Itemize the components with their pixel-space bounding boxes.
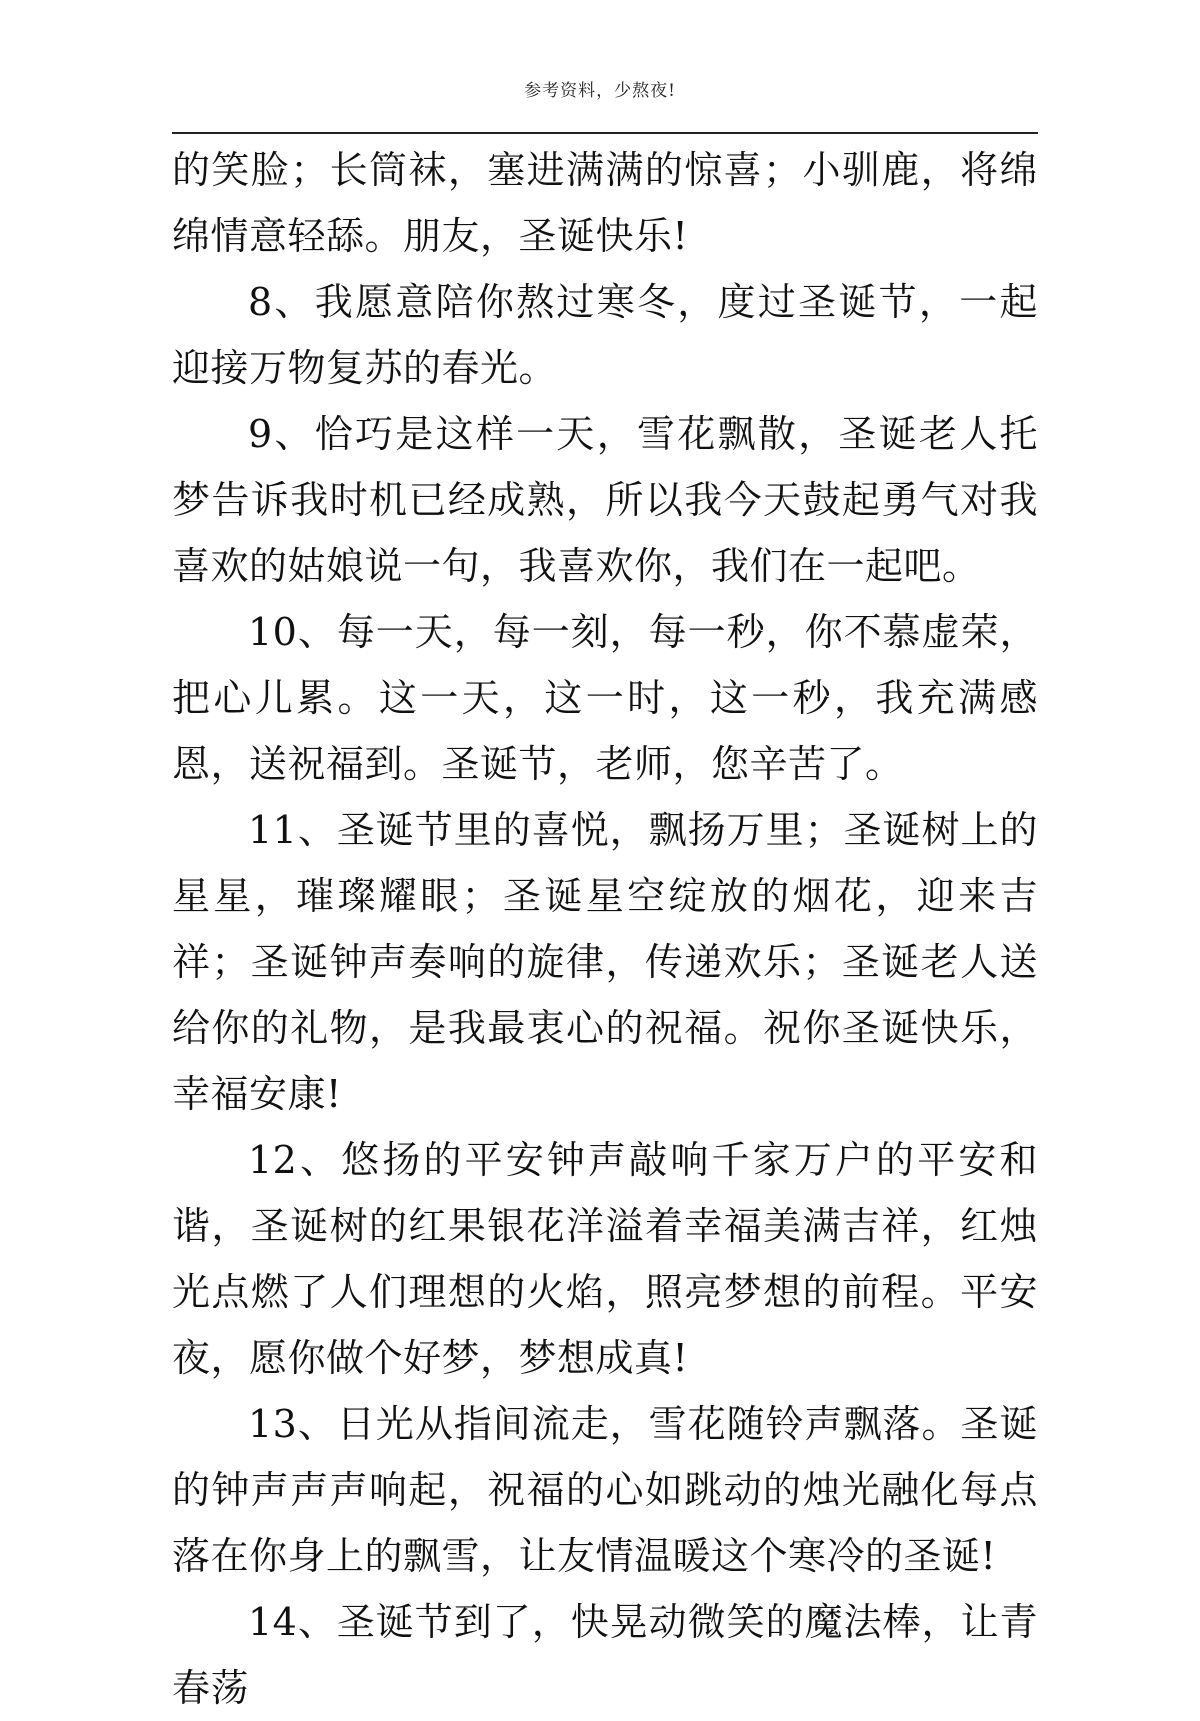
paragraph-item-9: 9、恰巧是这样一天，雪花飘散，圣诞老人托梦告诉我时机已经成熟，所以我今天鼓起勇气对我喜欢的姑娘说一句，我喜欢你，我们在一起吧。 [172, 412, 1038, 588]
page-header: 参考资料，少熬夜! [524, 81, 676, 101]
document-body [172, 137, 1038, 1721]
header-divider [172, 132, 1038, 134]
paragraph-item-14: 14、圣诞节到了，快晃动微笑的魔法棒，让青春荡 [172, 1600, 1038, 1710]
paragraph-item-8: 8、我愿意陪你熬过寒冬，度过圣诞节，一起迎接万物复苏的春光。 [172, 280, 1038, 390]
paragraph-item-11: 11、圣诞节里的喜悦，飘扬万里；圣诞树上的星星，璀璨耀眼；圣诞星空绽放的烟花，迎来吉祥；圣诞钟声奏响的旋律，传递欢乐；圣诞老人送给你的礼物，是我最衷心的祝福。祝你圣诞快乐，幸福安康! [172, 808, 1038, 1116]
paragraph-item-12: 12、悠扬的平安钟声敲响千家万户的平安和谐，圣诞树的红果银花洋溢着幸福美满吉祥，红烛光点燃了人们理想的火焰，照亮梦想的前程。平安夜，愿你做个好梦，梦想成真! [172, 1138, 1038, 1380]
paragraph-item-13: 13、日光从指间流走，雪花随铃声飘落。圣诞的钟声声声响起，祝福的心如跳动的烛光融化每点落在你身上的飘雪，让友情温暖这个寒冷的圣诞! [172, 1402, 1038, 1578]
paragraph-continuation: 的笑脸；长筒袜，塞进满满的惊喜；小驯鹿，将绵绵情意轻舔。朋友，圣诞快乐! [172, 148, 1038, 258]
paragraph-item-10: 10、每一天，每一刻，每一秒，你不慕虚荣，把心儿累。这一天，这一时，这一秒，我充满感恩，送祝福到。圣诞节，老师，您辛苦了。 [172, 610, 1038, 786]
